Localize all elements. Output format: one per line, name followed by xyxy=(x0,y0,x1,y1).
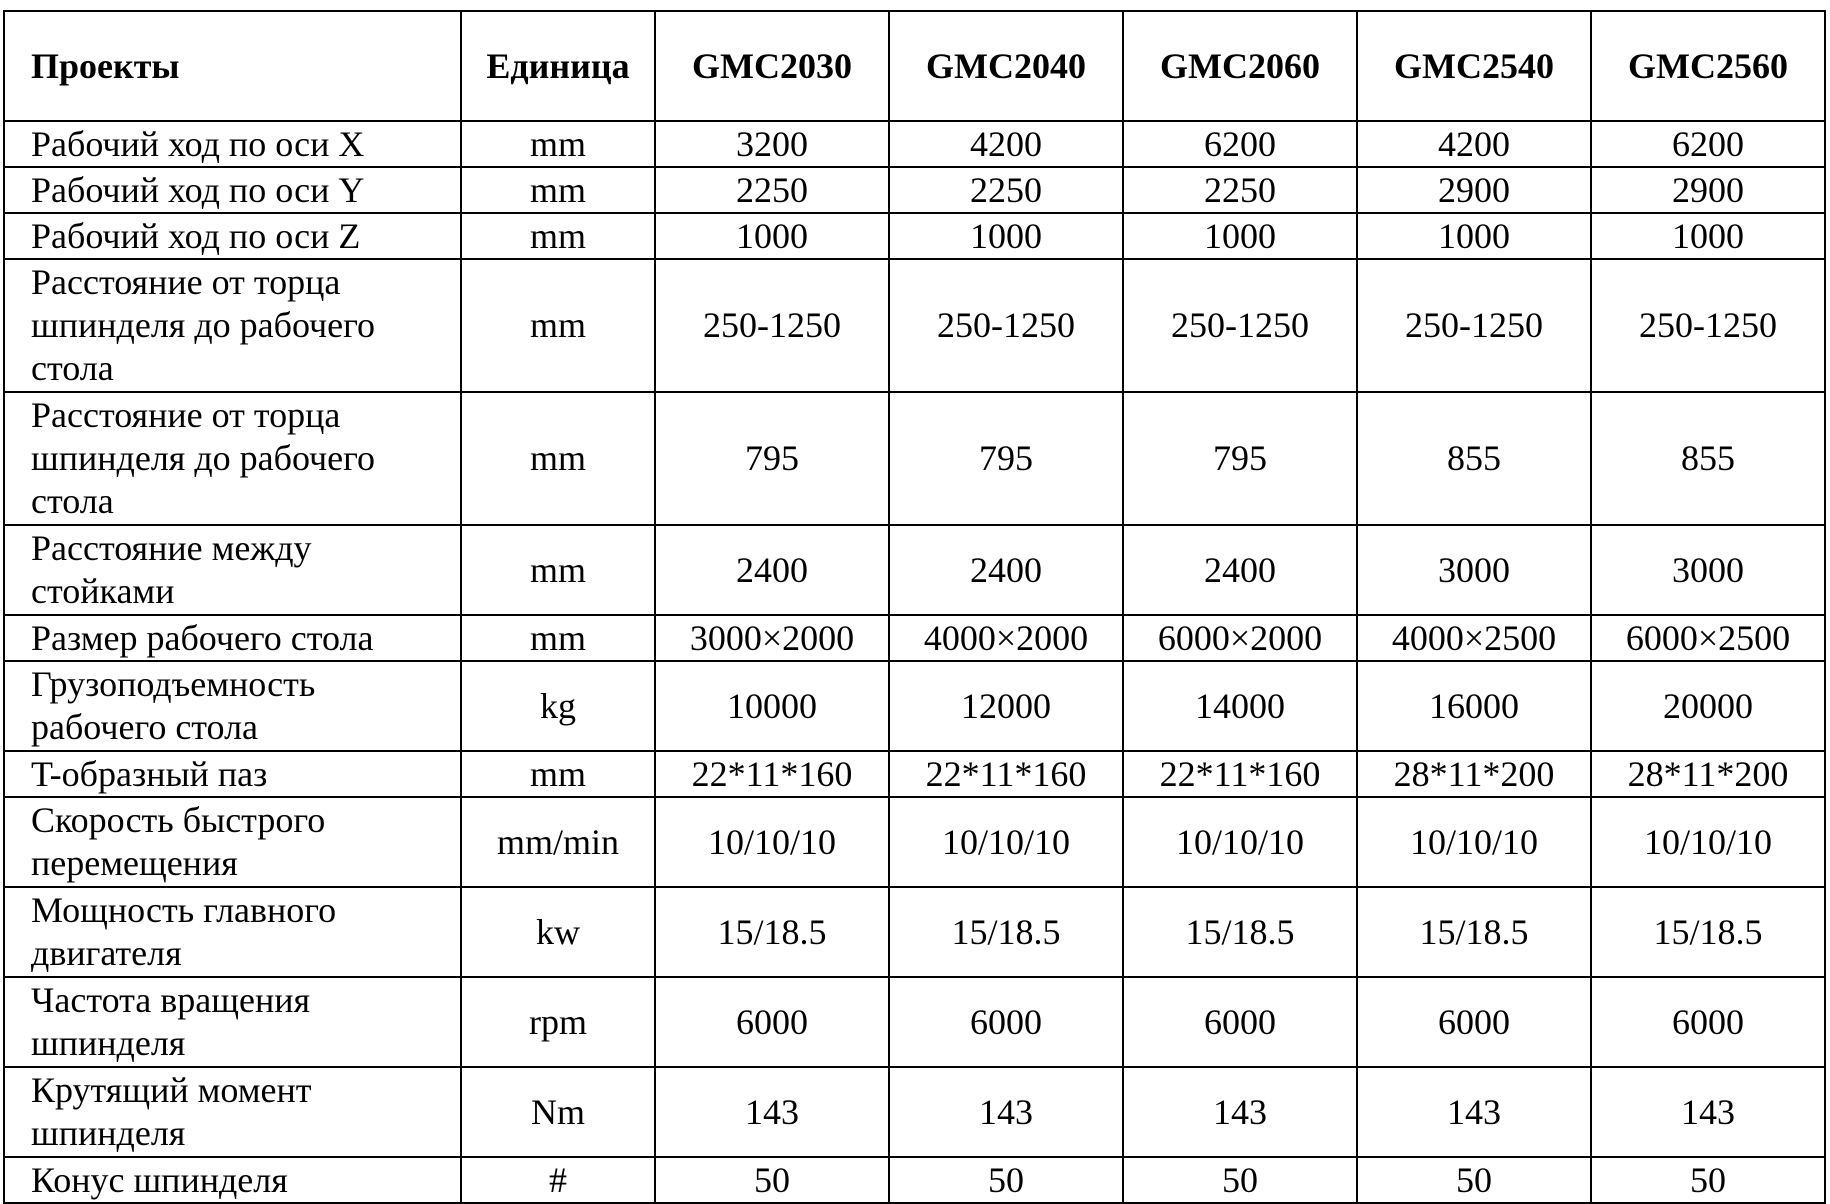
unit-cell: mm xyxy=(461,615,655,661)
value-cell: 1000 xyxy=(655,213,889,259)
unit-cell: mm xyxy=(461,167,655,213)
value-cell: 2900 xyxy=(1591,167,1825,213)
value-cell: 22*11*160 xyxy=(889,751,1123,797)
value-cell: 3000 xyxy=(1357,525,1591,615)
table-row xyxy=(4,121,1825,167)
value-cell: 6000 xyxy=(655,977,889,1067)
value-cell: 2250 xyxy=(655,167,889,213)
param-label: Рабочий ход по оси X xyxy=(4,121,461,167)
table-row xyxy=(4,661,1825,751)
table-row xyxy=(4,615,1825,661)
value-cell: 14000 xyxy=(1123,661,1357,751)
value-cell: 143 xyxy=(1357,1067,1591,1157)
value-cell: 6200 xyxy=(1591,121,1825,167)
value-cell: 795 xyxy=(1123,392,1357,525)
header-projects: Проекты xyxy=(4,11,461,121)
value-cell: 2250 xyxy=(1123,167,1357,213)
value-cell: 250-1250 xyxy=(1591,259,1825,392)
value-cell: 50 xyxy=(1591,1157,1825,1203)
unit-cell: mm xyxy=(461,213,655,259)
value-cell: 2400 xyxy=(889,525,1123,615)
value-cell: 143 xyxy=(655,1067,889,1157)
value-cell: 1000 xyxy=(1123,213,1357,259)
unit-cell: mm xyxy=(461,751,655,797)
value-cell: 855 xyxy=(1591,392,1825,525)
value-cell: 250-1250 xyxy=(1357,259,1591,392)
table-header xyxy=(4,11,1825,121)
unit-cell: mm xyxy=(461,121,655,167)
value-cell: 15/18.5 xyxy=(1591,887,1825,977)
param-label: Размер рабочего стола xyxy=(4,615,461,661)
table-row xyxy=(4,259,1825,392)
unit-cell: kw xyxy=(461,887,655,977)
value-cell: 2250 xyxy=(889,167,1123,213)
value-cell: 2900 xyxy=(1357,167,1591,213)
header-model-gmc2040: GMC2040 xyxy=(889,11,1123,121)
value-cell: 22*11*160 xyxy=(655,751,889,797)
table-row xyxy=(4,751,1825,797)
unit-cell: kg xyxy=(461,661,655,751)
value-cell: 250-1250 xyxy=(1123,259,1357,392)
table-row xyxy=(4,1067,1825,1157)
value-cell: 16000 xyxy=(1357,661,1591,751)
param-label: Рабочий ход по оси Z xyxy=(4,213,461,259)
unit-cell: mm xyxy=(461,259,655,392)
value-cell: 3000 xyxy=(1591,525,1825,615)
value-cell: 10/10/10 xyxy=(1123,797,1357,887)
table-body xyxy=(4,121,1825,1203)
value-cell: 2400 xyxy=(1123,525,1357,615)
table-row xyxy=(4,392,1825,525)
unit-cell: Nm xyxy=(461,1067,655,1157)
unit-cell: mm/min xyxy=(461,797,655,887)
param-label: Расстояние от торца шпинделя до рабочего стола xyxy=(4,259,461,392)
table-row xyxy=(4,213,1825,259)
value-cell: 28*11*200 xyxy=(1591,751,1825,797)
value-cell: 250-1250 xyxy=(889,259,1123,392)
table-row xyxy=(4,887,1825,977)
unit-cell: rpm xyxy=(461,977,655,1067)
value-cell: 6000 xyxy=(1123,977,1357,1067)
value-cell: 15/18.5 xyxy=(1123,887,1357,977)
spec-table xyxy=(3,10,1826,1204)
value-cell: 50 xyxy=(1123,1157,1357,1203)
table-row xyxy=(4,797,1825,887)
value-cell: 20000 xyxy=(1591,661,1825,751)
value-cell: 143 xyxy=(1591,1067,1825,1157)
value-cell: 22*11*160 xyxy=(1123,751,1357,797)
header-model-gmc2060: GMC2060 xyxy=(1123,11,1357,121)
value-cell: 6000×2500 xyxy=(1591,615,1825,661)
unit-cell: mm xyxy=(461,525,655,615)
value-cell: 143 xyxy=(1123,1067,1357,1157)
param-label: Мощность главного двигателя xyxy=(4,887,461,977)
value-cell: 3000×2000 xyxy=(655,615,889,661)
value-cell: 10/10/10 xyxy=(889,797,1123,887)
value-cell: 10/10/10 xyxy=(1357,797,1591,887)
table-row xyxy=(4,525,1825,615)
param-label: Расстояние от торца шпинделя до рабочего стола xyxy=(4,392,461,525)
header-model-gmc2560: GMC2560 xyxy=(1591,11,1825,121)
header-model-gmc2540: GMC2540 xyxy=(1357,11,1591,121)
table-row xyxy=(4,1157,1825,1203)
value-cell: 10/10/10 xyxy=(655,797,889,887)
value-cell: 6000 xyxy=(1591,977,1825,1067)
value-cell: 12000 xyxy=(889,661,1123,751)
value-cell: 1000 xyxy=(1591,213,1825,259)
header-model-gmc2030: GMC2030 xyxy=(655,11,889,121)
value-cell: 3200 xyxy=(655,121,889,167)
value-cell: 6000×2000 xyxy=(1123,615,1357,661)
value-cell: 10/10/10 xyxy=(1591,797,1825,887)
value-cell: 15/18.5 xyxy=(1357,887,1591,977)
param-label: Крутящий момент шпинделя xyxy=(4,1067,461,1157)
value-cell: 250-1250 xyxy=(655,259,889,392)
unit-cell: mm xyxy=(461,392,655,525)
value-cell: 4000×2500 xyxy=(1357,615,1591,661)
param-label: T-образный паз xyxy=(4,751,461,797)
value-cell: 10000 xyxy=(655,661,889,751)
unit-cell: # xyxy=(461,1157,655,1203)
param-label: Расстояние между стойками xyxy=(4,525,461,615)
param-label: Конус шпинделя xyxy=(4,1157,461,1203)
value-cell: 50 xyxy=(889,1157,1123,1203)
value-cell: 1000 xyxy=(889,213,1123,259)
value-cell: 1000 xyxy=(1357,213,1591,259)
value-cell: 15/18.5 xyxy=(889,887,1123,977)
header-row xyxy=(4,11,1825,121)
value-cell: 50 xyxy=(1357,1157,1591,1203)
value-cell: 4000×2000 xyxy=(889,615,1123,661)
param-label: Частота вращения шпинделя xyxy=(4,977,461,1067)
value-cell: 6000 xyxy=(889,977,1123,1067)
value-cell: 28*11*200 xyxy=(1357,751,1591,797)
value-cell: 4200 xyxy=(889,121,1123,167)
table-row xyxy=(4,977,1825,1067)
table-row xyxy=(4,167,1825,213)
value-cell: 6000 xyxy=(1357,977,1591,1067)
value-cell: 795 xyxy=(655,392,889,525)
value-cell: 4200 xyxy=(1357,121,1591,167)
param-label: Грузоподъемность рабочего стола xyxy=(4,661,461,751)
param-label: Скорость быстрого перемещения xyxy=(4,797,461,887)
value-cell: 855 xyxy=(1357,392,1591,525)
value-cell: 2400 xyxy=(655,525,889,615)
value-cell: 795 xyxy=(889,392,1123,525)
value-cell: 50 xyxy=(655,1157,889,1203)
header-unit: Единица xyxy=(461,11,655,121)
value-cell: 15/18.5 xyxy=(655,887,889,977)
param-label: Рабочий ход по оси Y xyxy=(4,167,461,213)
value-cell: 6200 xyxy=(1123,121,1357,167)
value-cell: 143 xyxy=(889,1067,1123,1157)
